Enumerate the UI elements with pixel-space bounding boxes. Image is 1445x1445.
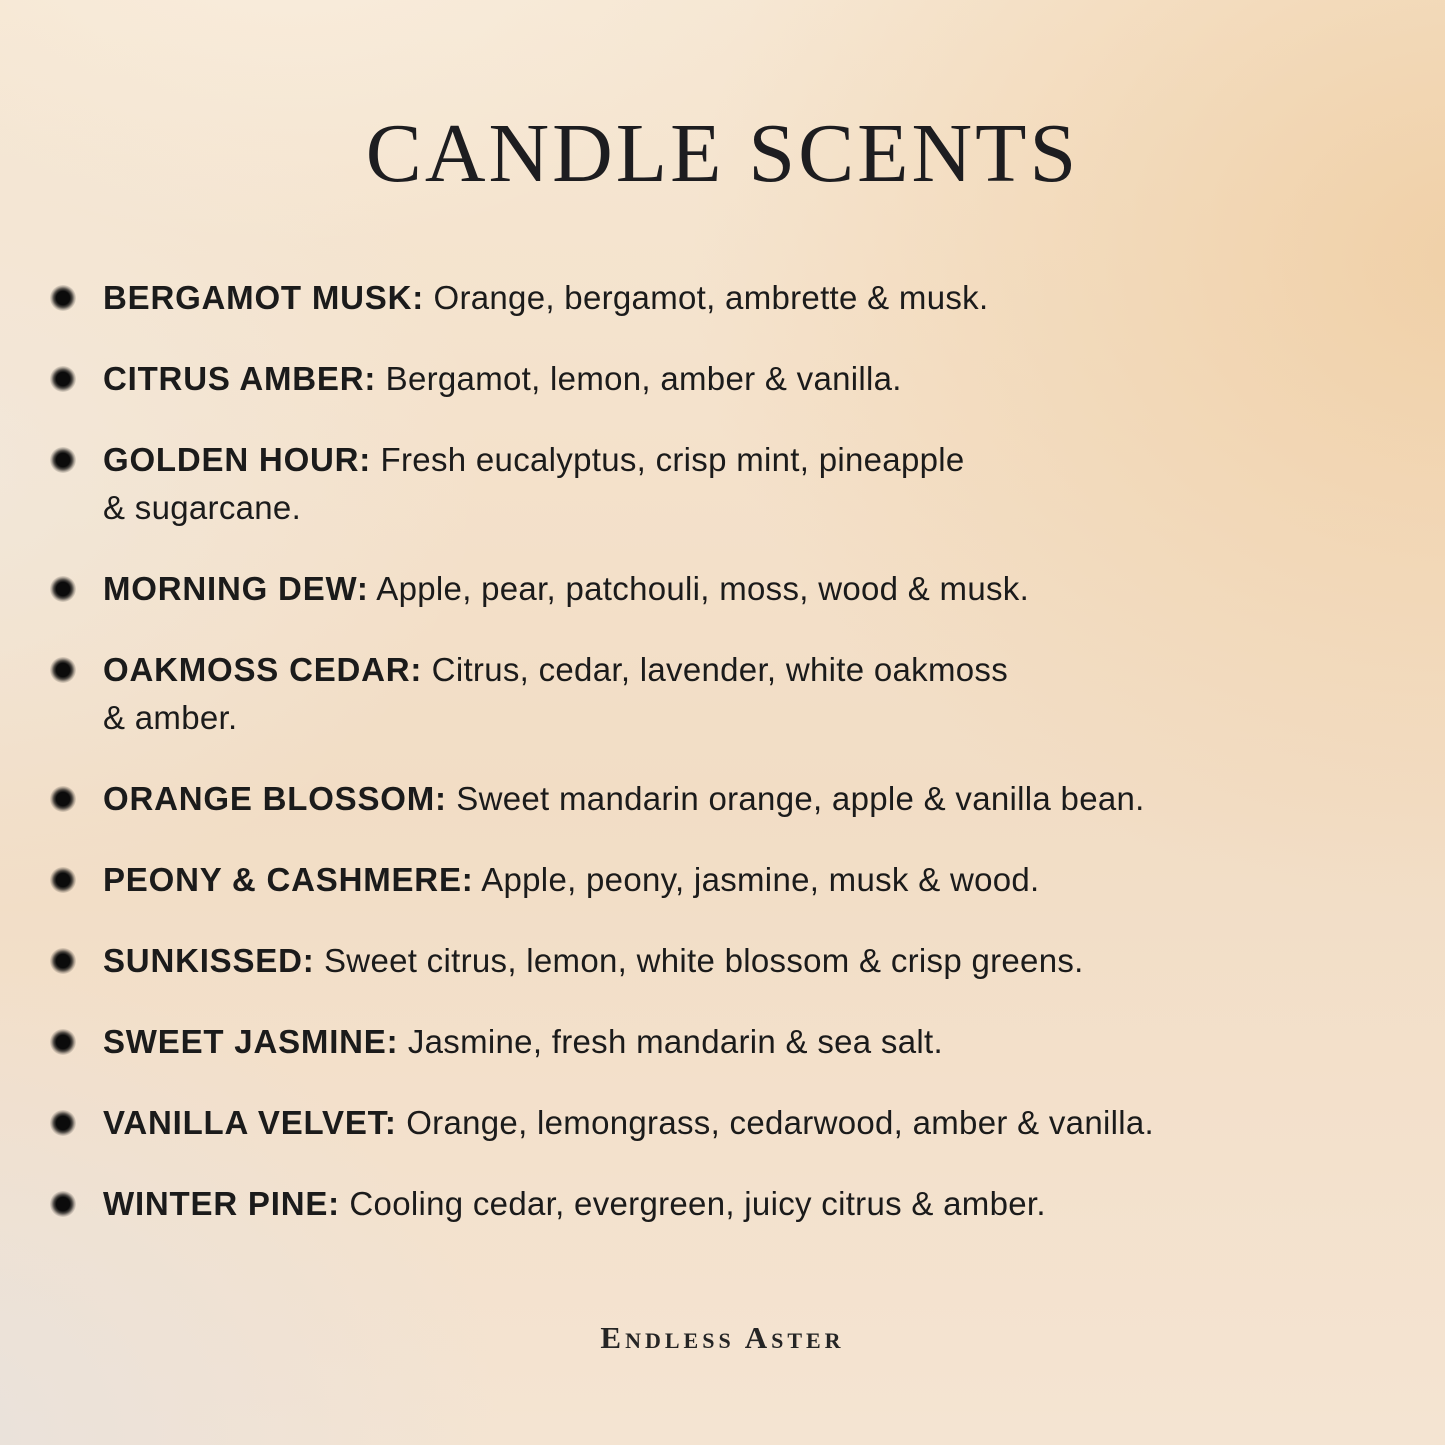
- scent-description: Sweet mandarin orange, apple & vanilla bean.: [446, 780, 1145, 817]
- scent-name: ORANGE BLOSSOM:: [103, 780, 447, 817]
- scent-list: [0, 274, 1445, 1228]
- scent-description: Bergamot, lemon, amber & vanilla.: [376, 360, 902, 397]
- scent-name: OAKMOSS CEDAR:: [103, 651, 423, 688]
- scent-list-item: [50, 1099, 1405, 1147]
- scent-list-item: [50, 355, 1405, 403]
- bullet-icon: [50, 1110, 76, 1136]
- bullet-icon: [50, 447, 76, 473]
- bullet-icon: [50, 948, 76, 974]
- scent-list-item: [50, 274, 1405, 322]
- scent-list-item: [50, 1180, 1405, 1228]
- brand-name: Endless Aster: [600, 1320, 845, 1355]
- scent-text: [103, 355, 902, 403]
- bullet-icon: [50, 867, 76, 893]
- scent-description: Sweet citrus, lemon, white blossom & crisp greens.: [314, 942, 1084, 979]
- bullet-icon: [50, 366, 76, 392]
- scent-name: VANILLA VELVET:: [103, 1104, 397, 1141]
- scent-list-item: [50, 937, 1405, 985]
- bullet-icon: [50, 786, 76, 812]
- scent-name: PEONY & CASHMERE:: [103, 861, 474, 898]
- scent-text: [103, 1099, 1154, 1147]
- bullet-icon: [50, 657, 76, 683]
- scent-list-item: [50, 565, 1405, 613]
- bullet-icon: [50, 285, 76, 311]
- scent-description: Orange, bergamot, ambrette & musk.: [424, 279, 989, 316]
- bullet-icon: [50, 1191, 76, 1217]
- scent-text: [103, 646, 1008, 742]
- scent-description: Cooling cedar, evergreen, juicy citrus & amber.: [339, 1185, 1046, 1222]
- scent-text: [103, 1018, 943, 1066]
- scent-text: [103, 274, 988, 322]
- scent-name: SWEET JASMINE:: [103, 1023, 399, 1060]
- scent-text: [103, 856, 1040, 904]
- scent-list-item: [50, 646, 1405, 742]
- scent-text: [103, 937, 1084, 985]
- bullet-icon: [50, 1029, 76, 1055]
- scent-name: CITRUS AMBER:: [103, 360, 377, 397]
- scent-description: Apple, pear, patchouli, moss, wood & musk.: [368, 570, 1030, 607]
- scent-text: [103, 1180, 1046, 1228]
- scent-description: Jasmine, fresh mandarin & sea salt.: [398, 1023, 943, 1060]
- scent-list-item: [50, 856, 1405, 904]
- scent-list-item: [50, 436, 1405, 532]
- scent-list-item: [50, 775, 1405, 823]
- scent-name: MORNING DEW:: [103, 570, 369, 607]
- page-title: CANDLE SCENTS: [365, 107, 1080, 200]
- scent-name: WINTER PINE:: [103, 1185, 340, 1222]
- scent-text: [103, 436, 965, 532]
- scent-name: SUNKISSED:: [103, 942, 315, 979]
- scent-description: Orange, lemongrass, cedarwood, amber & vanilla.: [396, 1104, 1155, 1141]
- scent-name: BERGAMOT MUSK:: [103, 279, 425, 316]
- scent-description: Apple, peony, jasmine, musk & wood.: [473, 861, 1040, 898]
- scent-list-item: [50, 1018, 1405, 1066]
- scent-description: Citrus, cedar, lavender, white oakmoss & amber.: [103, 651, 1009, 736]
- scent-name: GOLDEN HOUR:: [103, 441, 372, 478]
- bullet-icon: [50, 576, 76, 602]
- scent-text: [103, 775, 1145, 823]
- scent-text: [103, 565, 1029, 613]
- scent-description: Fresh eucalyptus, crisp mint, pineapple & sugarcane.: [103, 441, 965, 526]
